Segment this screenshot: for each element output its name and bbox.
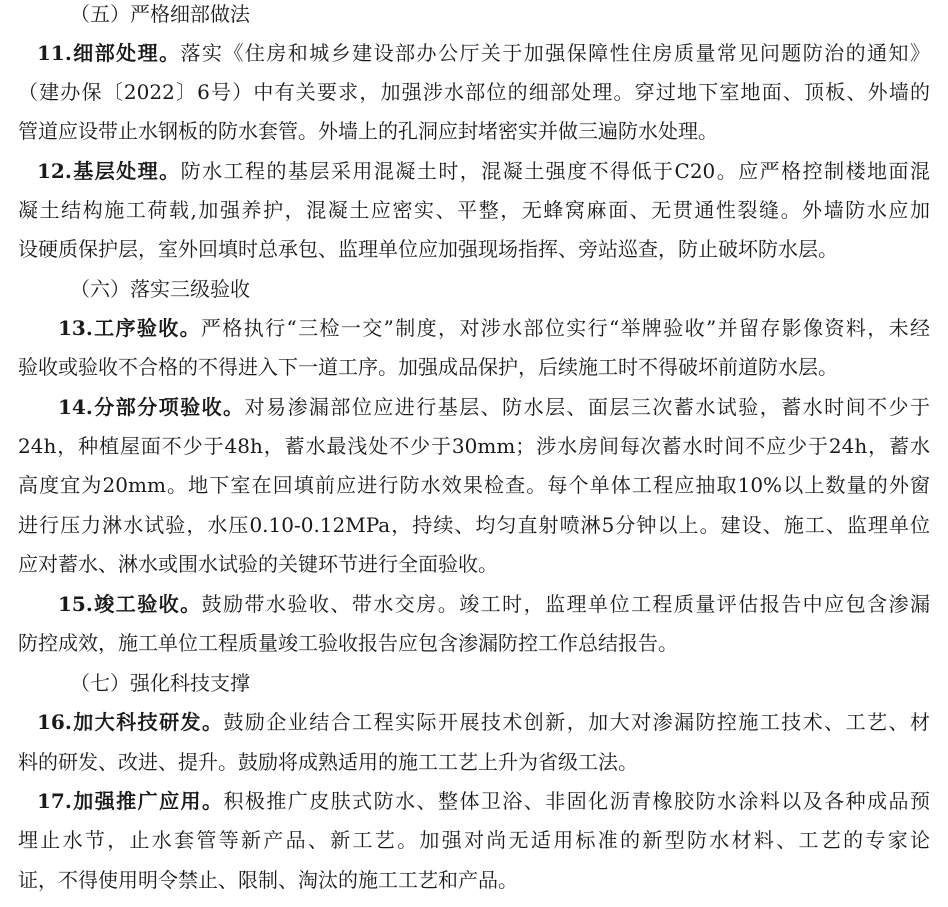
item-14-line-2: 24h，种植屋面不少于48h，蓄水最浅处不少于30mm；涉水房间每次蓄水时间不应少于24h，蓄水 [18,434,930,458]
item-14-text: 对易渗漏部位应进行基层、防水层、面层三次蓄水试验，蓄水时间不少于 [244,395,930,419]
item-13-title: 13.工序验收。 [58,316,202,340]
item-12-text: 防水工程的基层采用混凝土时，混凝土强度不得低于C20。应严格控制楼地面混 [180,159,930,183]
item-14-line-3: 高度宜为20mm。地下室在回填前应进行防水效果检查。每个单体工程应抽取10%以上数量的外窗 [18,473,930,497]
item-15-title: 15.竣工验收。 [58,592,202,616]
item-17-title: 17.加强推广应用。 [37,789,224,813]
item-12-line-3: 设硬质保护层，室外回填时总承包、监理单位应加强现场指挥、旁站巡查，防止破坏防水层。 [18,237,838,261]
item-16-line-1 [0,704,948,740]
item-15-line-2: 防控成效，施工单位工程质量竣工验收报告应包含渗漏防控工作总结报告。 [18,631,678,655]
item-11-title: 11.细部处理。 [37,41,181,65]
section-heading-6: （六）落实三级验收 [70,277,250,301]
item-13-line-2: 验收或验收不合格的不得进入下一道工序。加强成品保护，后续施工时不得破坏前道防水层。 [18,355,838,379]
item-14-line-1 [0,389,948,425]
item-17-line-2: 埋止水节，止水套管等新产品、新工艺。加强对尚无适用标准的新型防水材料、工艺的专家论 [18,828,930,852]
section-heading-7: （七）强化科技支撑 [70,671,250,695]
item-11-text: 落实《住房和城乡建设部办公厅关于加强保障性住房质量常见问题防治的通知》 [180,41,931,65]
item-17-line-3: 证，不得使用明令禁止、限制、淘汰的施工工艺和产品。 [18,868,518,892]
item-15-text: 鼓励带水验收、带水交房。竣工时，监理单位工程质量评估报告中应包含渗漏 [201,592,931,616]
item-11-line-2: （建办保〔2022〕6号）中有关要求，加强涉水部位的细部处理。穿过地下室地面、顶板、外墙的 [18,80,930,104]
item-11-line-3: 管道应设带止水钢板的防水套管。外墙上的孔洞应封堵密实并做三遍防水处理。 [18,119,718,143]
item-14-line-4: 进行压力淋水试验，水压0.10-0.12MPa，持续、均匀直射喷淋5分钟以上。建设、施工、监理单位 [18,513,930,537]
item-16-line-2: 料的研发、改进、提升。鼓励将成熟适用的施工工艺上升为省级工法。 [18,750,638,774]
item-13-text: 严格执行“三检一交”制度，对涉水部位实行“举牌验收”并留存影像资料，未经 [201,316,931,340]
item-11-line-1 [0,35,948,71]
item-17-line-1 [0,783,948,819]
item-12-title: 12.基层处理。 [37,159,181,183]
item-13-line-1 [0,310,948,346]
item-17-text: 积极推广皮肤式防水、整体卫浴、非固化沥青橡胶防水涂料以及各种成品预 [223,789,930,813]
item-16-title: 16.加大科技研发。 [37,710,224,734]
item-14-title: 14.分部分项验收。 [58,395,245,419]
item-12-line-2: 凝土结构施工荷载,加强养护，混凝土应密实、平整，无蜂窝麻面、无贯通性裂缝。外墙防水应加 [18,198,930,222]
item-14-line-5: 应对蓄水、淋水或围水试验的关键环节进行全面验收。 [18,552,498,576]
item-12-line-1 [0,153,948,189]
item-15-line-1 [0,586,948,622]
item-16-text: 鼓励企业结合工程实际开展技术创新，加大对渗漏防控施工技术、工艺、材 [223,710,930,734]
section-heading-5: （五）严格细部做法 [70,2,250,26]
